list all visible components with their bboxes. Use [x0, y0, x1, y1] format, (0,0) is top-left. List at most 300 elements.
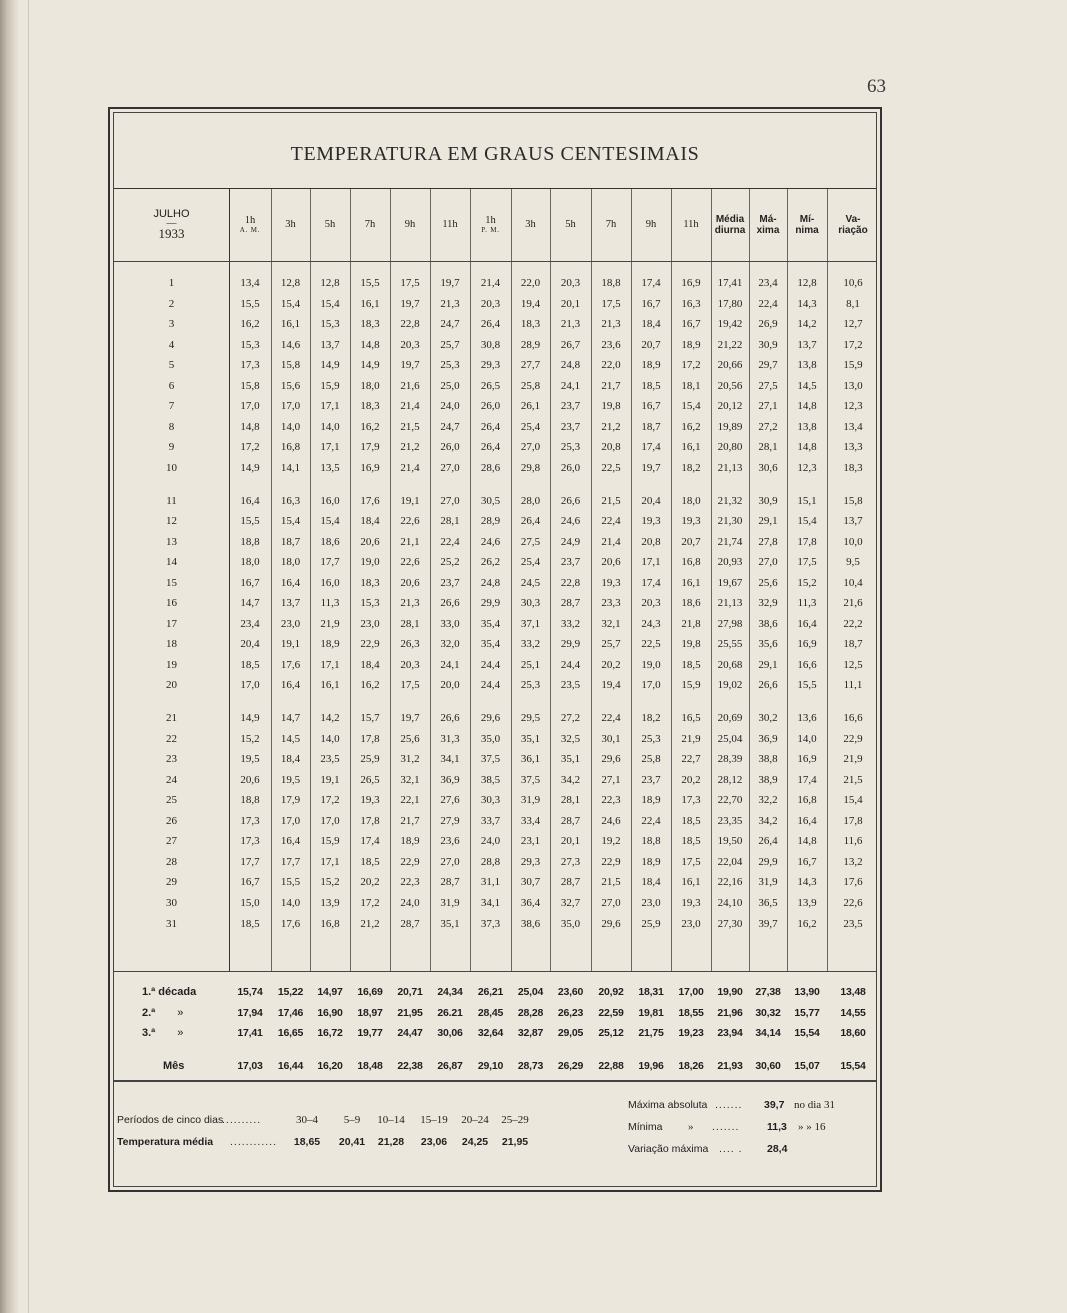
temperature-cell: 17,3: [681, 794, 701, 807]
day-number: 2: [168, 297, 175, 310]
temperature-cell: 14,0: [797, 732, 817, 745]
temperature-cell: 18,5: [681, 814, 701, 827]
temperature-cell: 20,8: [641, 535, 661, 548]
temperature-cell: 37,5: [480, 753, 501, 766]
temperature-cell: 10,6: [843, 277, 863, 289]
min-absolute-day: » » 16: [798, 1121, 826, 1133]
summary-value: 15,74: [237, 986, 263, 998]
temperature-cell: 25,3: [520, 679, 541, 692]
temperature-cell: 29,1: [758, 515, 778, 528]
summary-value: 17,41: [237, 1027, 263, 1039]
temperature-cell: 13,8: [797, 420, 817, 433]
temperature-cell: 15,2: [240, 732, 260, 745]
temperature-cell: 15,2: [320, 876, 340, 889]
temperature-cell: 14,8: [240, 420, 260, 433]
temperature-cell: 13,8: [797, 359, 817, 372]
summary-value: 22,38: [397, 1059, 423, 1072]
day-number: 14: [166, 556, 177, 569]
column-header-hour: 5h: [565, 219, 576, 231]
temperature-cell: 28,9: [480, 515, 501, 528]
temperature-cell: 18,8: [601, 277, 621, 289]
page-edge: [28, 0, 29, 1313]
temperature-cell: 21,22: [717, 338, 743, 351]
temperature-cell: 28,7: [560, 814, 581, 827]
temperature-cell: 18,8: [240, 535, 260, 548]
day-number: 15: [166, 576, 177, 589]
temperature-cell: 16,5: [681, 712, 701, 724]
temperature-cell: 28,1: [400, 617, 420, 630]
column-header-line: Má-: [759, 214, 777, 225]
temperature-cell: 14,2: [797, 318, 817, 331]
temperature-cell: 23,7: [560, 420, 581, 433]
period-range: 25–29: [501, 1114, 529, 1126]
max-absolute-day: no dia 31: [794, 1099, 835, 1111]
column-header-hour: 9h: [404, 219, 416, 231]
temperature-cell: 38,8: [758, 753, 778, 766]
temperature-cell: 21,7: [400, 814, 420, 827]
temperature-cell: 18,5: [641, 379, 661, 392]
temperature-cell: 21,3: [440, 297, 460, 310]
temperature-cell: 16,4: [240, 494, 260, 507]
summary-value: 29,10: [477, 1059, 504, 1072]
temperature-cell: 21,2: [601, 420, 621, 433]
temperature-cell: 34,1: [440, 753, 460, 766]
temperature-cell: 23,3: [601, 597, 621, 610]
summary-value: 26,29: [557, 1059, 584, 1072]
day-number: 17: [166, 617, 177, 630]
temperature-cell: 31,2: [400, 753, 420, 766]
min-absolute-value: 11,3: [767, 1121, 787, 1133]
temperature-cell: 16,7: [681, 318, 701, 331]
temperature-cell: 19,02: [717, 679, 743, 692]
temperature-cell: 36,1: [520, 753, 541, 766]
temperature-cell: 34,1: [480, 896, 501, 909]
day-number: 16: [166, 597, 177, 610]
temperature-cell: 18,6: [320, 535, 340, 548]
summary-value: 25,12: [598, 1027, 624, 1039]
temperature-cell: 28,9: [520, 338, 541, 351]
temperature-cell: 23,0: [360, 617, 380, 630]
temperature-cell: 10,0: [843, 535, 863, 548]
temperature-cell: 23,4: [758, 277, 778, 289]
summary-value: 27,38: [755, 986, 781, 998]
day-number: 28: [166, 855, 177, 868]
temperature-cell: 21,5: [400, 420, 420, 433]
temperature-cell: 25,8: [641, 753, 661, 766]
temperature-cell: 20,1: [560, 835, 581, 848]
temperature-cell: 15,5: [797, 679, 817, 692]
max-variation-value: 28,4: [767, 1143, 788, 1155]
temperature-cell: 22,8: [560, 576, 581, 589]
temperature-cell: 35,4: [480, 617, 501, 630]
column-header: [511, 196, 550, 254]
temperature-cell: 14,0: [280, 896, 301, 909]
temperature-cell: 26,0: [560, 461, 581, 474]
table-title: TEMPERATURA EM GRAUS CENTESIMAIS: [290, 143, 700, 165]
temperature-cell: 17,2: [360, 896, 380, 909]
temperature-cell: 14,6: [280, 338, 301, 351]
column-header: [827, 196, 879, 254]
temperature-cell: 20,3: [641, 597, 661, 610]
temperature-cell: 20,56: [717, 379, 743, 392]
temperature-cell: 33,2: [560, 617, 581, 630]
summary-value: 18,48: [357, 1059, 383, 1072]
temperature-cell: 21,4: [601, 535, 621, 548]
period-temperature: 24,25: [461, 1136, 489, 1148]
temperature-cell: 21,3: [400, 597, 420, 610]
day-number: 6: [168, 379, 175, 392]
temperature-cell: 17,4: [641, 441, 661, 454]
temperature-cell: 33,0: [440, 617, 460, 630]
temperature-cell: 16,1: [681, 876, 701, 889]
summary-value: 25,04: [517, 986, 544, 998]
temperature-cell: 24,4: [560, 658, 581, 671]
temperature-cell: 15,4: [681, 400, 701, 413]
temperature-cell: 14,0: [320, 420, 340, 433]
temperature-cell: 21,2: [400, 441, 420, 454]
temperature-cell: 27,0: [520, 441, 541, 454]
temperature-cell: 18,5: [681, 835, 701, 848]
temperature-cell: 26,4: [480, 441, 501, 454]
temperature-cell: 16,4: [797, 617, 817, 630]
temperature-cell: 23,4: [240, 617, 260, 630]
column-header: [229, 196, 271, 254]
temperature-cell: 18,3: [360, 576, 380, 589]
temperature-cell: 18,5: [681, 658, 701, 671]
column-header: [749, 196, 787, 254]
summary-value: 26,23: [557, 1006, 584, 1019]
summary-value: 30,60: [755, 1059, 781, 1072]
temperature-cell: 16,7: [641, 400, 661, 413]
temperature-cell: 20,80: [717, 441, 743, 454]
temperature-cell: 21,3: [601, 318, 621, 331]
period-temperature: 21,28: [377, 1136, 405, 1148]
temperature-cell: 28,1: [758, 441, 778, 454]
temperature-cell: 14,8: [797, 441, 817, 454]
temperature-cell: 17,7: [280, 855, 301, 868]
temperature-cell: 18,7: [280, 535, 301, 548]
temperature-cell: 20,93: [717, 556, 743, 569]
temperature-cell: 13,6: [797, 712, 817, 724]
summary-label-text: 1.ª década: [142, 986, 197, 998]
summary-value: 32,87: [517, 1027, 544, 1039]
temperature-cell: 22,9: [400, 855, 420, 868]
temperature-cell: 19,3: [641, 515, 661, 528]
table-inner-frame: [113, 112, 877, 1187]
day-number: 21: [166, 712, 177, 724]
temperature-cell: 18,9: [641, 855, 661, 868]
temperature-cell: 16,4: [280, 679, 301, 692]
temperature-cell: 27,7: [520, 359, 541, 372]
temperature-cell: 12,3: [797, 461, 817, 474]
temperature-cell: 27,3: [560, 855, 581, 868]
temperature-cell: 23,0: [641, 896, 661, 909]
temperature-cell: 32,5: [560, 732, 581, 745]
temperature-cell: 17,7: [240, 855, 260, 868]
temperature-cell: 19,8: [681, 638, 701, 651]
temperature-cell: 11,3: [797, 597, 817, 610]
temperature-cell: 12,7: [843, 318, 863, 331]
temperature-cell: 25,6: [758, 576, 778, 589]
temperature-cell: 30,3: [520, 597, 541, 610]
temperature-cell: 17,2: [240, 441, 260, 454]
temperature-cell: 24,7: [440, 318, 460, 331]
temperature-cell: 13,4: [843, 420, 863, 433]
temperature-cell: 20,68: [717, 658, 743, 671]
temperature-cell: 18,1: [681, 379, 701, 392]
day-number: 8: [168, 420, 175, 433]
summary-label: [142, 1023, 227, 1043]
temperature-cell: 17,8: [360, 732, 380, 745]
summary-value: 17,46: [277, 1006, 304, 1019]
temperature-cell: 26,6: [758, 679, 778, 692]
temperature-cell: 17,2: [320, 794, 340, 807]
temperature-cell: 15,2: [797, 576, 817, 589]
temperature-cell: 21,9: [681, 732, 701, 745]
temperature-cell: 21,9: [843, 753, 863, 766]
temperature-cell: 14,0: [320, 732, 340, 745]
temperature-cell: 23,0: [681, 917, 701, 930]
temperature-cell: 22,6: [400, 556, 420, 569]
temperature-cell: 22,4: [758, 297, 778, 310]
min-absolute-label: Mínima: [628, 1121, 663, 1133]
temperature-cell: 22,4: [601, 515, 621, 528]
temperature-cell: 22,9: [360, 638, 380, 651]
temperature-cell: 29,3: [480, 359, 501, 372]
temperature-cell: 30,9: [758, 494, 778, 507]
column-header-hour: 7h: [364, 219, 376, 231]
temperature-cell: 25,3: [641, 732, 661, 745]
temperature-cell: 18,9: [641, 359, 661, 372]
temperature-cell: 18,8: [240, 794, 260, 807]
temperature-cell: 16,4: [797, 814, 817, 827]
temperature-cell: 21,4: [400, 400, 420, 413]
temperature-cell: 26,2: [480, 556, 501, 569]
temperature-cell: 14,8: [797, 835, 817, 848]
temperature-cell: 14,3: [797, 876, 817, 889]
temperature-cell: 25,2: [440, 556, 460, 569]
temperature-cell: 23,1: [520, 835, 541, 848]
temperature-cell: 22,0: [520, 277, 541, 289]
column-header: [310, 196, 350, 254]
day-number: 13: [166, 535, 177, 548]
temperature-cell: 17,8: [797, 535, 817, 548]
temperature-cell: 15,3: [360, 597, 380, 610]
temperature-cell: 15,1: [797, 494, 817, 507]
temperature-cell: 30,9: [758, 338, 778, 351]
temperature-cell: 12,5: [843, 658, 863, 671]
temperature-cell: 19,7: [440, 277, 460, 289]
temperature-cell: 21,5: [601, 494, 621, 507]
summary-value: 26.21: [437, 1006, 463, 1019]
temperature-cell: 29,9: [480, 597, 501, 610]
temperature-cell: 19,1: [320, 773, 340, 786]
temperature-cell: 18,8: [641, 835, 661, 848]
temperature-cell: 31,9: [758, 876, 778, 889]
temperature-cell: 19,4: [520, 297, 541, 310]
temperature-cell: 27,0: [440, 461, 460, 474]
temperature-cell: 24,6: [560, 515, 581, 528]
temperature-cell: 24,0: [400, 896, 420, 909]
summary-value: 21,95: [397, 1006, 423, 1019]
temperature-cell: 17,5: [400, 679, 420, 692]
temperature-cell: 25,9: [360, 753, 380, 766]
summary-label: [142, 982, 227, 1002]
column-header-line: Va-: [845, 214, 861, 225]
temperature-cell: 18,5: [240, 658, 260, 671]
temperature-cell: 29,6: [601, 753, 621, 766]
temperature-cell: 13,2: [843, 855, 863, 868]
temperature-cell: 11,1: [843, 679, 863, 692]
temperature-cell: 21,5: [843, 773, 863, 786]
temperature-cell: 20,2: [601, 658, 621, 671]
temperature-cell: 17,1: [641, 556, 661, 569]
temperature-cell: 18,2: [641, 712, 661, 724]
summary-label-text: 3.ª: [142, 1027, 156, 1039]
column-header-hour: 3h: [525, 219, 536, 231]
summary-label-text: 2.ª: [142, 1006, 156, 1019]
column-header: [671, 196, 711, 254]
temperature-cell: 21,9: [320, 617, 340, 630]
temperature-cell: 17,7: [320, 556, 340, 569]
temperature-cell: 19,3: [681, 896, 701, 909]
temperature-cell: 23,35: [717, 814, 743, 827]
temperature-cell: 26,4: [758, 835, 778, 848]
periods-dots: ..........: [222, 1114, 262, 1126]
temperature-cell: 19,3: [360, 794, 380, 807]
day-number: 19: [166, 658, 177, 671]
temperature-cell: 11,6: [843, 835, 863, 848]
temperature-cell: 31,3: [440, 732, 460, 745]
temperature-cell: 32,0: [440, 638, 460, 651]
summary-value: 29,05: [557, 1027, 584, 1039]
temperature-cell: 15,0: [240, 896, 260, 909]
temperature-cell: 20,66: [717, 359, 743, 372]
temperature-cell: 28,1: [560, 794, 581, 807]
period-temperature: 20,41: [338, 1136, 366, 1148]
temperature-cell: 14,5: [797, 379, 817, 392]
temperature-cell: 16,8: [280, 441, 301, 454]
temperature-cell: 29,9: [758, 855, 778, 868]
temperature-cell: 26,5: [480, 379, 501, 392]
temperature-cell: 21,6: [400, 379, 420, 392]
period-range: 5–9: [343, 1114, 361, 1126]
temperature-cell: 20,3: [400, 338, 420, 351]
column-header-hour: 11h: [442, 219, 458, 231]
temperature-cell: 13,9: [797, 896, 817, 909]
temperature-cell: 35,0: [480, 732, 501, 745]
temperature-cell: 16,4: [280, 576, 301, 589]
temperature-cell: 16,2: [360, 420, 380, 433]
temperature-cell: 28,7: [560, 876, 581, 889]
header-year: 1933: [158, 225, 185, 241]
period-range: 10–14: [377, 1114, 405, 1126]
temperature-cell: 24,7: [440, 420, 460, 433]
temperature-cell: 25,04: [717, 732, 743, 745]
summary-value: 16,69: [357, 986, 383, 998]
temperature-cell: 17,4: [360, 835, 380, 848]
temperature-cell: 20,6: [240, 773, 260, 786]
temperature-cell: 18,0: [681, 494, 701, 507]
temperature-cell: 17,5: [681, 855, 701, 868]
temperature-cell: 16,9: [797, 753, 817, 766]
summary-value: 13,90: [794, 986, 820, 998]
temperature-cell: 17,9: [360, 441, 380, 454]
temperature-cell: 23,6: [601, 338, 621, 351]
column-header-line: Média: [715, 214, 745, 225]
temperature-cell: 15,8: [843, 494, 863, 507]
day-number: 30: [166, 896, 177, 909]
temperature-cell: 13,7: [320, 338, 340, 351]
temperature-cell: 27,5: [758, 379, 778, 392]
temperature-cell: 24,3: [641, 617, 661, 630]
temperature-cell: 17,4: [641, 277, 661, 289]
temperature-cell: 17,0: [280, 814, 301, 827]
temperature-cell: 27,9: [440, 814, 460, 827]
temperature-cell: 17,8: [360, 814, 380, 827]
temperature-cell: 18,3: [843, 461, 863, 474]
temperature-cell: 22,5: [601, 461, 621, 474]
temperature-cell: 22,6: [400, 515, 420, 528]
column-header: [271, 196, 310, 254]
temperature-cell: 14,1: [280, 461, 301, 474]
temperature-cell: 17,6: [843, 876, 863, 889]
column-header-hour: 1h: [485, 215, 496, 227]
temperature-cell: 19,4: [601, 679, 621, 692]
day-number: 22: [166, 732, 177, 745]
temperature-cell: 29,7: [758, 359, 778, 372]
temperature-cell: 29,9: [560, 638, 581, 651]
column-header: [787, 196, 827, 254]
temperature-cell: 25,6: [400, 732, 420, 745]
summary-value: 15,54: [794, 1027, 820, 1039]
temperature-cell: 17,2: [681, 359, 701, 372]
temperature-cell: 16,2: [240, 318, 260, 331]
temperature-cell: 14,7: [280, 712, 301, 724]
temperature-cell: 22,0: [601, 359, 621, 372]
temperature-cell: 20,3: [560, 277, 581, 289]
temperature-cell: 25,1: [520, 658, 541, 671]
temperature-cell: 25,4: [520, 556, 541, 569]
summary-value: 18,26: [678, 1059, 704, 1072]
temperature-cell: 35,0: [560, 917, 581, 930]
temperature-cell: 16,6: [797, 658, 817, 671]
temperature-cell: 15,4: [320, 515, 340, 528]
temperature-cell: 21,4: [480, 277, 501, 289]
temperature-cell: 22,4: [641, 814, 661, 827]
summary-value: 13,48: [840, 986, 866, 998]
summary-label-text: Mês: [163, 1059, 185, 1072]
temperature-cell: 13,7: [797, 338, 817, 351]
temperature-cell: 21,32: [717, 494, 743, 507]
temperature-cell: 17,0: [280, 400, 301, 413]
temperature-cell: 16,7: [797, 855, 817, 868]
temperature-cell: 18,0: [360, 379, 380, 392]
summary-value: 15,54: [840, 1059, 866, 1072]
temperature-cell: 12,8: [320, 277, 340, 289]
temperature-cell: 16,1: [280, 318, 301, 331]
temperature-cell: 25,8: [520, 379, 541, 392]
summary-value: 21,96: [717, 1006, 743, 1019]
temperature-cell: 22,9: [601, 855, 621, 868]
temperature-cell: 29,3: [520, 855, 541, 868]
table-frame: [108, 107, 882, 1192]
temperature-cell: 17,6: [360, 494, 380, 507]
temperature-cell: 16,8: [797, 794, 817, 807]
summary-value: 28,45: [477, 1006, 504, 1019]
temperature-cell: 21,2: [360, 917, 380, 930]
day-number: 31: [166, 917, 177, 930]
